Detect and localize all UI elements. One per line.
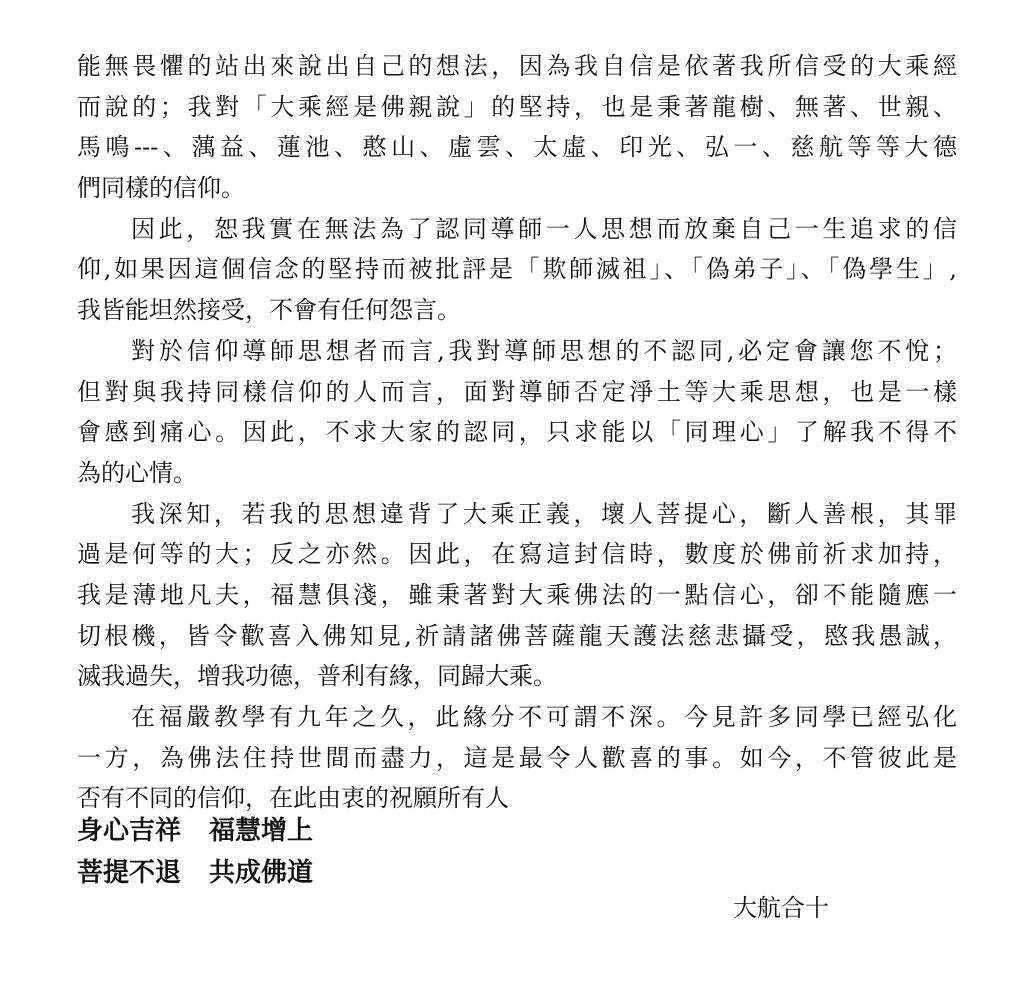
text-line: 因此，恕我實在無法為了認同導師一人思想而放棄自己一生追求的信 <box>131 214 957 243</box>
text-line: 而說的；我對「大乘經是佛親說」的堅持，也是秉著龍樹、無著、世親、 <box>77 92 957 121</box>
signature: 大航合十 <box>733 894 829 922</box>
text-line: 馬鳴---、蕅益、蓮池、憨山、虛雲、太虛、印光、弘一、慈航等等大德 <box>77 133 957 162</box>
text-line: 我是薄地凡夫，福慧俱淺，雖秉著對大乘佛法的一點信心，卻不能隨應一 <box>77 580 957 609</box>
text-line: 切根機，皆令歡喜入佛知見,祈請諸佛菩薩龍天護法慈悲攝受，愍我愚誠， <box>77 621 957 650</box>
paragraph-2 <box>77 209 957 331</box>
text-line: 在福嚴教學有九年之久，此緣分不可謂不深。今見許多同學已經弘化 <box>131 703 957 731</box>
blessing-phrase: 共成佛道 <box>209 858 314 888</box>
blessing <box>77 810 313 894</box>
text-line: 一方，為佛法住持世間而盡力，這是最令人歡喜的事。如今，不管彼此是 <box>77 743 957 772</box>
paragraph-3 <box>77 331 957 494</box>
blessing-phrase: 福慧增上 <box>209 816 314 846</box>
paragraph-4 <box>77 494 957 697</box>
text-line: 我皆能坦然接受，不會有任何怨言。 <box>77 296 461 325</box>
text-line: 們同樣的信仰。 <box>77 174 245 203</box>
text-line: 滅我過失，增我功德，普利有緣，同歸大乘。 <box>77 662 557 691</box>
text-line: 為的心情。 <box>77 458 197 487</box>
text-line: 但對與我持同樣信仰的人而言，面對導師否定淨土等大乘思想，也是一樣 <box>77 377 957 406</box>
text-line: 過是何等的大；反之亦然。因此，在寫這封信時，數度於佛前祈求加持， <box>77 540 957 569</box>
text-line: 否有不同的信仰，在此由衷的祝願所有人 <box>77 784 509 813</box>
letter-body <box>77 46 957 819</box>
text-line: 仰,如果因這個信念的堅持而被批評是「欺師滅祖」、「偽弟子」、「偽學生」, <box>77 255 957 284</box>
blessing-line <box>77 852 313 894</box>
paragraph-5 <box>77 697 957 819</box>
text-line: 能無畏懼的站出來說出自己的想法，因為我自信是依著我所信受的大乘經 <box>77 52 957 80</box>
text-line: 對於信仰導師思想者而言,我對導師思想的不認同,必定會讓您不悅； <box>131 336 957 365</box>
blessing-phrase: 菩提不退 <box>77 858 182 888</box>
blessing-line <box>77 810 313 852</box>
paragraph-1 <box>77 46 957 209</box>
text-line: 我深知，若我的思想違背了大乘正義，壞人菩提心，斷人善根，其罪 <box>131 499 957 528</box>
blessing-phrase: 身心吉祥 <box>77 816 182 846</box>
text-line: 會感到痛心。因此，不求大家的認同，只求能以「同理心」了解我不得不 <box>77 418 957 447</box>
